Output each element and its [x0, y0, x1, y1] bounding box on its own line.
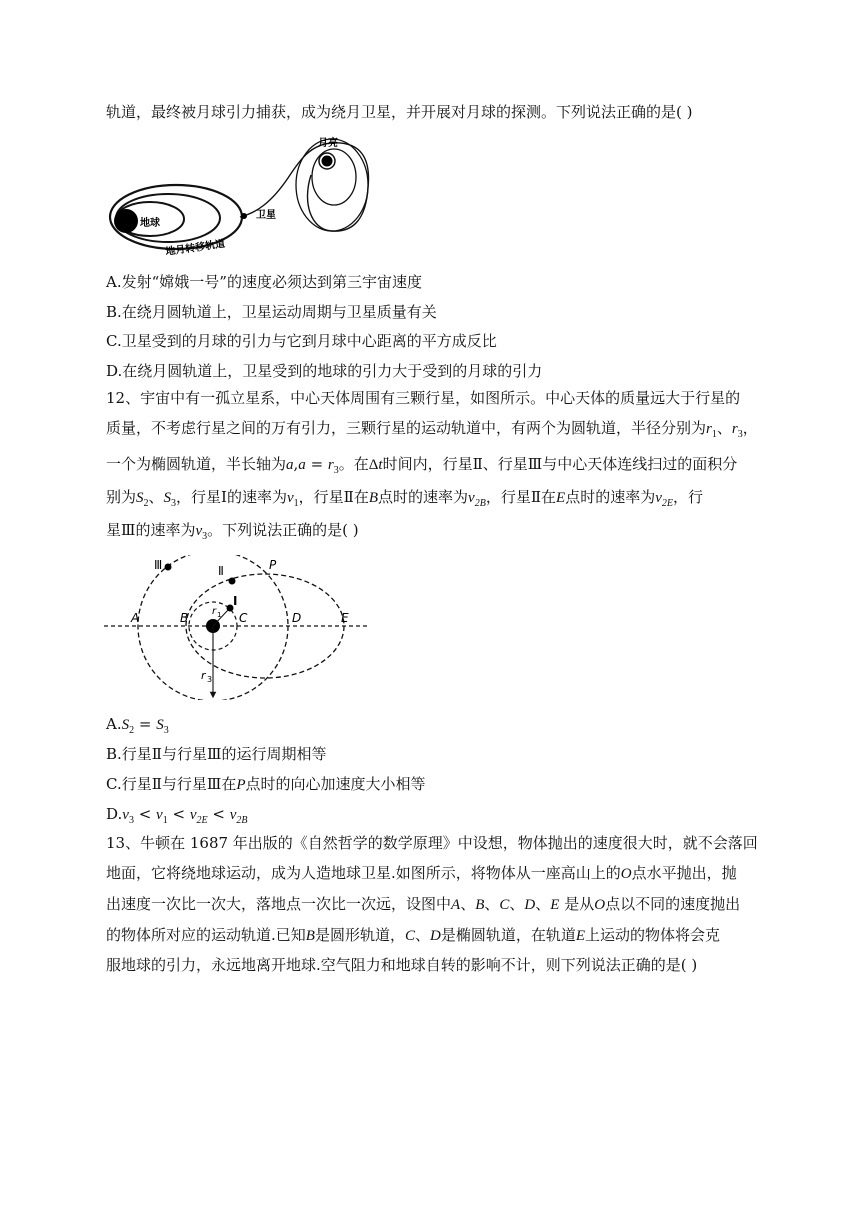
moon-icon: [322, 156, 333, 167]
q12-line-2: 质量，不考虑行星之间的万有引力，三颗行星的运动轨道中，有两个为圆轨道，半径分别为$r_1$、$r_3$，: [106, 419, 758, 440]
satellite-icon: [241, 213, 247, 219]
q12-line-3: 一个为椭圆轨道，半长轴为$a,a = r_3$。在Δt时间内，行星Ⅱ、行星Ⅲ与中心天体连线扫过的面积分: [106, 455, 738, 476]
q12-option-a: $A.S_2 = S_3$: [106, 715, 169, 736]
q12-option-d: $D.v_3 < v_1 < v_{2E} < v_{2B}$: [106, 805, 248, 826]
q11-option-c: C.卫星受到的月球的引力与它到月球中心距离的平方成反比: [106, 332, 497, 350]
moon-label: 月亮: [318, 138, 338, 149]
q12-option-b: B.行星Ⅱ与行星Ⅲ的运行周期相等: [106, 745, 327, 763]
planet-ii-icon: [229, 578, 236, 585]
q11-option-d: D.在绕月圆轨道上，卫星受到的地球的引力大于受到的月球的引力: [106, 362, 543, 380]
q13-line-5: 服地球的引力，永远地离开地球.空气阻力和地球自转的影响不计，则下列说法正确的是( ): [106, 956, 698, 974]
q13-line-3: 出速度一次比一次大，落地点一次比一次远，设图中A、B、C、D、E 是从O点以不同的速度抛出: [106, 895, 741, 913]
q12-figure: [100, 555, 375, 700]
satellite-label: 卫星: [256, 210, 276, 221]
svg-text:1: 1: [217, 611, 222, 619]
q11-stem: 轨道，最终被月球引力捕获，成为绕月卫星，并开展对月球的探测。下列说法正确的是( ): [106, 103, 693, 121]
svg-text:r: r: [201, 669, 206, 682]
q11-option-a: A.发射“嫦娥一号”的速度必须达到第三宇宙速度: [106, 273, 422, 291]
svg-text:3: 3: [207, 675, 213, 684]
q13-line-1: 13、牛顿在 1687 年出版的《自然哲学的数学原理》中设想，物体抛出的速度很大时，就不会落回: [106, 834, 758, 852]
transfer-orbit-label: 地月转移轨道: [164, 238, 226, 258]
earth-label: 地球: [140, 218, 160, 229]
svg-text:D: D: [292, 611, 302, 625]
earth-icon: [114, 209, 138, 233]
svg-text:C: C: [239, 611, 248, 625]
svg-text:Ⅱ: Ⅱ: [218, 564, 224, 578]
q12-option-c: C.行星Ⅱ与行星Ⅲ在P点时的向心加速度大小相等: [106, 775, 426, 793]
svg-text:E: E: [341, 611, 349, 625]
svg-text:I: I: [233, 594, 238, 608]
q13-line-2: 地面，它将绕地球运动，成为人造地球卫星.如图所示，将物体从一座高山上的O点水平抛出，抛: [106, 864, 737, 882]
q13-line-4: 的物体所对应的运动轨道.已知B是圆形轨道，C、D是椭圆轨道，在轨道E上运动的物体将会克: [106, 926, 721, 944]
q12-line-1: 12、宇宙中有一孤立星系，中心天体周围有三颗行星，如图所示。中心天体的质量远大于行星的: [106, 389, 741, 407]
q12-line-5: 星Ⅲ的速率为$v_3$。下列说法正确的是( ): [106, 521, 359, 542]
q12-line-4: 别为$S_2$、$S_3$，行星Ⅰ的速率为$v_1$，行星Ⅱ在B点时的速率为$v_{2B}$，行星Ⅱ在E点时的速率为$v_{2E}$，行: [106, 488, 703, 509]
svg-text:A: A: [131, 611, 140, 625]
svg-text:r: r: [212, 606, 217, 617]
svg-text:Ⅲ: Ⅲ: [154, 558, 163, 572]
svg-text:B: B: [180, 611, 189, 625]
planet-iii-icon: [165, 564, 172, 571]
q11-option-b: B.在绕月圆轨道上，卫星运动周期与卫星质量有关: [106, 303, 437, 321]
svg-text:P: P: [269, 558, 277, 572]
q11-figure: [106, 133, 376, 263]
